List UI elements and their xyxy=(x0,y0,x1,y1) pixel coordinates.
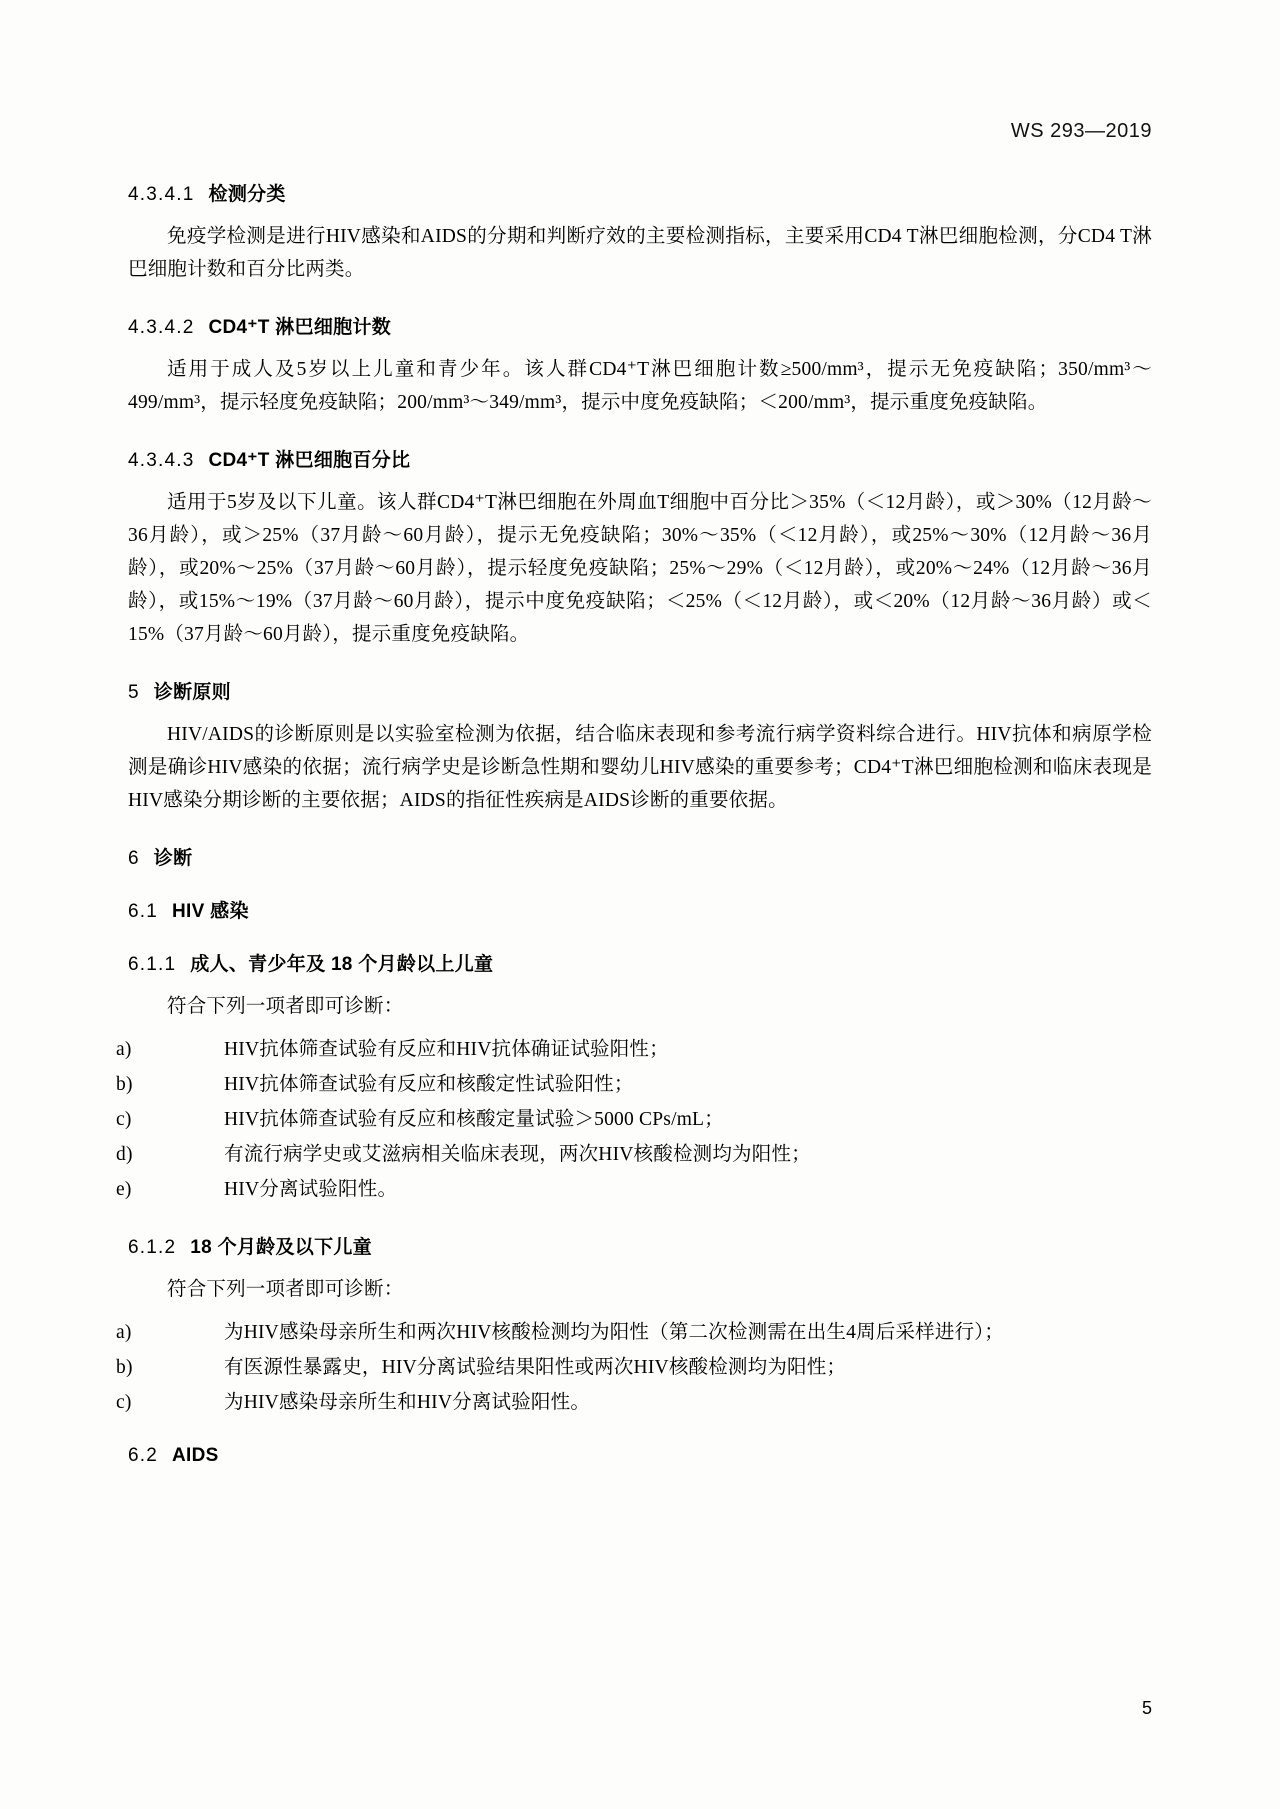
list-6-1-1 xyxy=(116,1033,1152,1206)
list-marker: b) xyxy=(116,1357,133,1378)
paragraph-6-1-2-intro: 符合下列一项者即可诊断： xyxy=(167,1279,404,1300)
section-heading-6-1-2 xyxy=(128,1232,1152,1259)
list-item xyxy=(116,1068,1152,1101)
list-item-text: HIV抗体筛查试验有反应和核酸定量试验＞5000 CPs/mL； xyxy=(224,1109,724,1130)
section-heading-4-3-4-1 xyxy=(128,179,1152,206)
section-title: 诊断 xyxy=(153,848,193,869)
section-title: CD4⁺T 淋巴细胞百分比 xyxy=(208,450,411,471)
section-number: 6.1.1 xyxy=(128,954,177,975)
list-item xyxy=(116,1386,1152,1419)
list-item-text: HIV抗体筛查试验有反应和HIV抗体确证试验阳性； xyxy=(224,1039,669,1060)
list-marker: a) xyxy=(116,1322,132,1343)
page-header-standard-id: WS 293—2019 xyxy=(1010,120,1152,142)
list-item-text: 有流行病学史或艾滋病相关临床表现，两次HIV核酸检测均为阳性； xyxy=(224,1144,811,1165)
section-number: 4.3.4.1 xyxy=(128,184,195,205)
list-item xyxy=(116,1173,1152,1206)
section-title: 检测分类 xyxy=(208,184,286,205)
section-number: 6.2 xyxy=(128,1445,159,1466)
section-number: 6.1.2 xyxy=(128,1237,177,1258)
list-marker: d) xyxy=(116,1144,133,1165)
list-item xyxy=(116,1351,1152,1384)
list-item-text: 有医源性暴露史，HIV分离试验结果阳性或两次HIV核酸检测均为阳性； xyxy=(224,1357,847,1378)
section-number: 4.3.4.3 xyxy=(128,450,195,471)
section-heading-5 xyxy=(128,677,1152,704)
section-title: 18 个月龄及以下儿童 xyxy=(190,1237,372,1258)
section-heading-6-1-1 xyxy=(128,949,1152,976)
section-title: 诊断原则 xyxy=(153,682,231,703)
list-marker: c) xyxy=(116,1109,132,1130)
section-heading-6 xyxy=(128,843,1152,870)
list-marker: c) xyxy=(116,1392,132,1413)
paragraph-4-3-4-3: 适用于5岁及以下儿童。该人群CD4⁺T淋巴细胞在外周血T细胞中百分比＞35%（＜12月龄），或＞30%（12月龄～36月龄），或＞25%（37月龄～60月龄），提示无免疫缺陷；30%～35%（＜12月龄），或25%～30%（12月龄～36月龄），或20%～25%（37月龄～60月龄），提示轻度免疫缺陷；25%～29%（＜12月龄），或20%～24%（12月龄～36月龄），或15%～19%（37月龄～60月龄），提示中度免疫缺陷；＜25%（＜12月龄），或＜20%（12月龄～36月龄）或＜15%（37月龄～60月龄），提示重度免疫缺陷。 xyxy=(128,492,1153,645)
list-item xyxy=(116,1103,1152,1136)
paragraph-4-3-4-2: 适用于成人及5岁以上儿童和青少年。该人群CD4⁺T淋巴细胞计数≥500/mm³，提示无免疫缺陷；350/mm³～499/mm³，提示轻度免疫缺陷；200/mm³～349/mm³，提示中度免疫缺陷；＜200/mm³，提示重度免疫缺陷。 xyxy=(128,359,1152,413)
section-title: AIDS xyxy=(172,1445,219,1466)
list-item-text: 为HIV感染母亲所生和两次HIV核酸检测均为阳性（第二次检测需在出生4周后采样进行）； xyxy=(224,1322,1004,1343)
section-number: 6 xyxy=(128,848,140,869)
section-heading-6-1 xyxy=(128,896,1152,923)
section-heading-4-3-4-2 xyxy=(128,312,1152,339)
list-marker: b) xyxy=(116,1074,133,1095)
section-number: 6.1 xyxy=(128,901,159,922)
list-6-1-2 xyxy=(116,1316,1152,1419)
section-title: 成人、青少年及 18 个月龄以上儿童 xyxy=(190,954,494,975)
list-item-text: 为HIV感染母亲所生和HIV分离试验阳性。 xyxy=(224,1392,591,1413)
list-item-text: HIV分离试验阳性。 xyxy=(224,1179,398,1200)
section-title: CD4⁺T 淋巴细胞计数 xyxy=(208,317,392,338)
paragraph-5: HIV/AIDS的诊断原则是以实验室检测为依据，结合临床表现和参考流行病学资料综合进行。HIV抗体和病原学检测是确诊HIV感染的依据；流行病学史是诊断急性期和婴幼儿HIV感染的重要参考；CD4⁺T淋巴细胞检测和临床表现是HIV感染分期诊断的主要依据；AIDS的指征性疾病是AIDS诊断的重要依据。 xyxy=(128,724,1152,811)
paragraph-6-1-1-intro: 符合下列一项者即可诊断： xyxy=(167,996,404,1017)
section-heading-4-3-4-3 xyxy=(128,445,1152,472)
list-marker: e) xyxy=(116,1179,132,1200)
page-number: 5 xyxy=(1141,1698,1152,1718)
page-content xyxy=(116,120,1153,1481)
paragraph-4-3-4-1: 免疫学检测是进行HIV感染和AIDS的分期和判断疗效的主要检测指标，主要采用CD4 T淋巴细胞检测，分CD4 T淋巴细胞计数和百分比两类。 xyxy=(128,226,1152,280)
list-item xyxy=(116,1316,1152,1349)
section-heading-6-2 xyxy=(128,1445,1152,1467)
section-number: 4.3.4.2 xyxy=(128,317,195,338)
list-item xyxy=(116,1138,1152,1171)
list-marker: a) xyxy=(116,1039,132,1060)
section-number: 5 xyxy=(128,682,140,703)
list-item-text: HIV抗体筛查试验有反应和核酸定性试验阳性； xyxy=(224,1074,634,1095)
section-title: HIV 感染 xyxy=(172,901,249,922)
list-item xyxy=(116,1033,1152,1066)
